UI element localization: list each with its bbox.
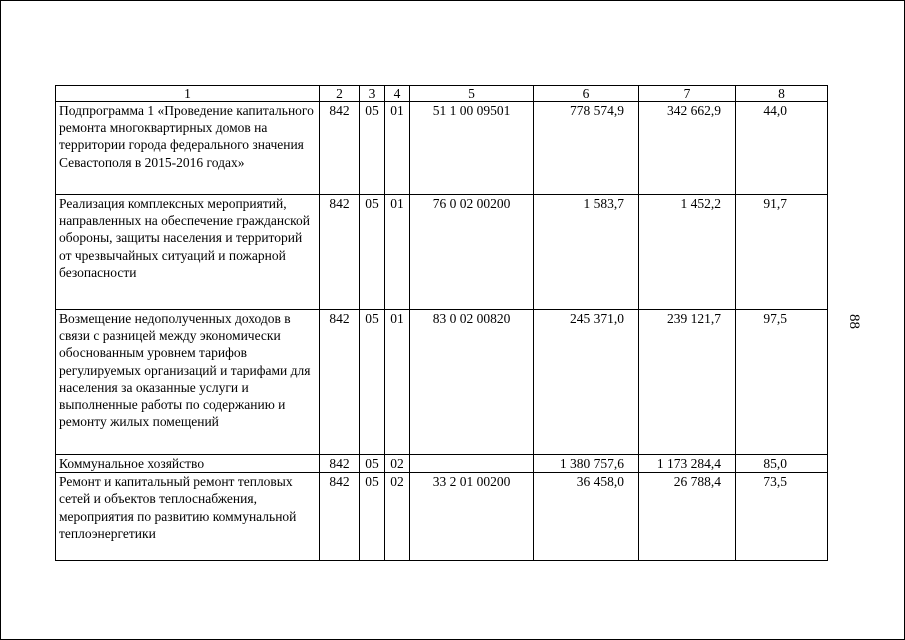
header-cell: 3 — [360, 86, 385, 102]
row-col4: 01 — [385, 102, 410, 195]
row-col3: 05 — [360, 102, 385, 195]
row-col8: 85,0 — [736, 455, 828, 473]
budget-table — [55, 85, 828, 561]
header-cell: 5 — [410, 86, 534, 102]
row-name: Подпрограмма 1 «Проведение капитального ремонта многоквартирных домов на территории города федерального значения Севастополя в 2015-2016 годах» — [56, 102, 320, 195]
row-col4: 02 — [385, 455, 410, 473]
row-col4: 02 — [385, 473, 410, 561]
row-col6: 36 458,0 — [534, 473, 639, 561]
page-number: 88 — [846, 314, 862, 329]
row-col3: 05 — [360, 473, 385, 561]
row-col2: 842 — [320, 195, 360, 310]
row-col4: 01 — [385, 310, 410, 455]
header-cell: 4 — [385, 86, 410, 102]
row-col8: 91,7 — [736, 195, 828, 310]
header-cell: 7 — [639, 86, 736, 102]
header-cell: 6 — [534, 86, 639, 102]
table-row — [56, 455, 828, 473]
row-col2: 842 — [320, 310, 360, 455]
row-col8: 97,5 — [736, 310, 828, 455]
header-row — [56, 86, 828, 102]
row-col3: 05 — [360, 195, 385, 310]
header-cell: 1 — [56, 86, 320, 102]
table-row — [56, 310, 828, 455]
row-col7: 239 121,7 — [639, 310, 736, 455]
row-col2: 842 — [320, 102, 360, 195]
row-col6: 778 574,9 — [534, 102, 639, 195]
row-col6: 245 371,0 — [534, 310, 639, 455]
row-col5 — [410, 455, 534, 473]
row-col3: 05 — [360, 310, 385, 455]
table-row — [56, 473, 828, 561]
row-col2: 842 — [320, 473, 360, 561]
row-name: Коммунальное хозяйство — [56, 455, 320, 473]
row-col2: 842 — [320, 455, 360, 473]
row-name: Возмещение недополученных доходов в связи с разницей между экономически обоснованным уровнем тарифов регулируемых организаций и тарифами для населения за оказанные услуги и выполненные работы по содержанию и ремонту жилых помещений — [56, 310, 320, 455]
row-col8: 73,5 — [736, 473, 828, 561]
row-col5: 51 1 00 09501 — [410, 102, 534, 195]
row-col5: 83 0 02 00820 — [410, 310, 534, 455]
table-row — [56, 195, 828, 310]
header-cell: 2 — [320, 86, 360, 102]
row-col6: 1 583,7 — [534, 195, 639, 310]
row-col4: 01 — [385, 195, 410, 310]
row-col5: 33 2 01 00200 — [410, 473, 534, 561]
row-col6: 1 380 757,6 — [534, 455, 639, 473]
row-col7: 26 788,4 — [639, 473, 736, 561]
row-col7: 342 662,9 — [639, 102, 736, 195]
table-row — [56, 102, 828, 195]
row-col3: 05 — [360, 455, 385, 473]
row-col5: 76 0 02 00200 — [410, 195, 534, 310]
row-name: Ремонт и капитальный ремонт тепловых сетей и объектов теплоснабжения, мероприятия по развитию коммунальной теплоэнергетики — [56, 473, 320, 561]
row-col7: 1 452,2 — [639, 195, 736, 310]
header-cell: 8 — [736, 86, 828, 102]
row-col8: 44,0 — [736, 102, 828, 195]
row-col7: 1 173 284,4 — [639, 455, 736, 473]
row-name: Реализация комплексных мероприятий, направленных на обеспечение гражданской обороны, защиты населения и территорий от чрезвычайных ситуаций и пожарной безопасности — [56, 195, 320, 310]
